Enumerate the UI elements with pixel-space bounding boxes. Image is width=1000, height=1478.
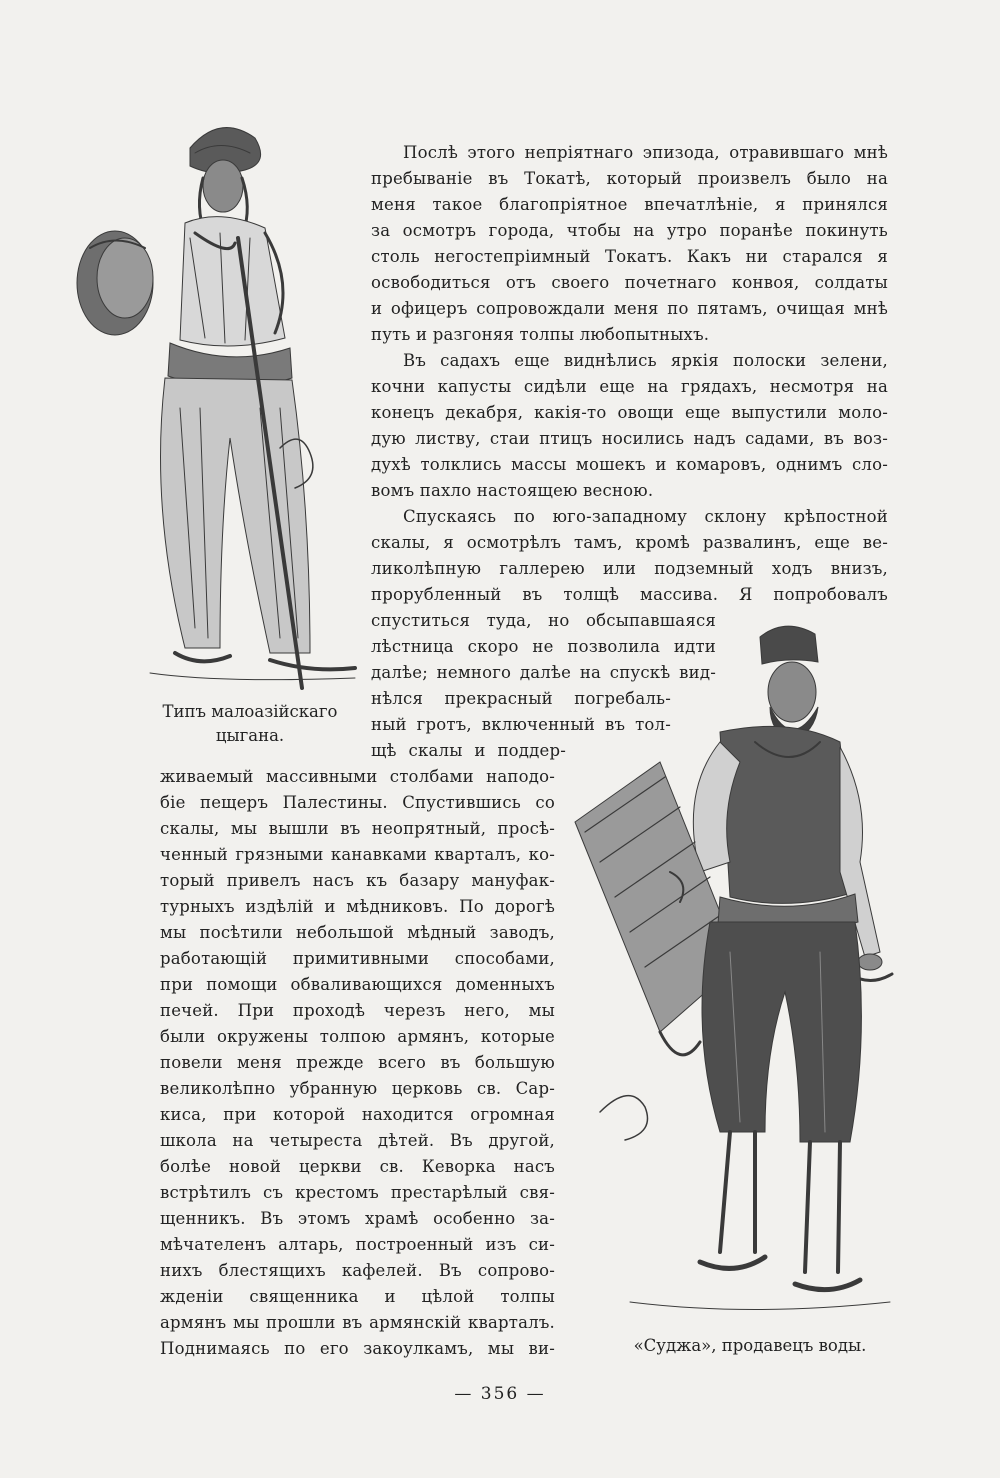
figure-caption [140,700,360,748]
text-line: были окружены толпою армянъ, которые [160,1027,555,1046]
text-line: и офицеръ сопровождали меня по пятамъ, очищая мнѣ [371,299,888,318]
text-line: скалы, я осмотрѣлъ тамъ, кромѣ развалинъ, еще ве- [371,533,888,552]
text-line: Въ садахъ еще виднѣлись яркія полоски зелени, [403,351,888,370]
text-line: школа на четыреста дѣтей. Въ другой, [160,1131,555,1150]
text-line: пребываніе въ Токатѣ, который произвелъ было на [371,169,888,188]
text-line: ликолѣпную галлерею или подземный ходъ внизъ, [371,559,888,578]
text-line: духѣ толклись массы мошекъ и комаровъ, однимъ сло- [371,455,888,474]
text-line: далѣе; немного далѣе на спускѣ вид- [371,663,716,682]
caption-line: Типъ малоазійскаго [162,702,338,721]
text-line: работающій примитивными способами, [160,949,555,968]
text-line: освободиться отъ своего почетнаго конвоя, солдаты [371,273,888,292]
text-line: мы посѣтили небольшой мѣдный заводъ, [160,923,555,942]
text-line: встрѣтилъ съ крестомъ престарѣлый свя- [160,1183,555,1202]
text-line: вомъ пахло настоящею весною. [371,481,654,500]
text-line: за осмотръ города, чтобы на утро поранѣе покинуть [371,221,888,240]
text-line: путь и разгоняя толпы любопытныхъ. [371,325,710,344]
gypsy-drawing-icon [70,108,360,694]
text-line: живаемый массивными столбами наподо- [160,767,555,786]
text-line: щѣ скалы и поддер- [371,741,566,760]
text-line: повели меня прежде всего въ большую [160,1053,555,1072]
page-number: — 356 — [454,1384,546,1404]
text-line: великолѣпно убранную церковь св. Сар- [160,1079,555,1098]
text-line: меня такое благопріятное впечатлѣніе, я принялся [371,195,888,214]
text-line: ный гротъ, включенный въ тол- [371,715,671,734]
text-line: нихъ блестящихъ кафелей. Въ сопрово- [160,1261,555,1280]
text-line: нѣлся прекрасный погребаль- [371,689,671,708]
text-line: болѣе новой церкви св. Кеворка насъ [160,1157,555,1176]
text-line: лѣстница скоро не позволила идти [371,637,716,656]
text-line: печей. При проходѣ черезъ него, мы [160,1001,555,1020]
caption-line: цыгана. [215,726,285,745]
text-line: армянъ мы прошли въ армянскій кварталъ. [160,1313,555,1332]
text-line: при помощи обваливающихся доменныхъ [160,975,555,994]
text-line: Послѣ этого непріятнаго эпизода, отравившаго мнѣ [403,143,888,162]
text-line: турныхъ издѣлій и мѣдниковъ. По дорогѣ [160,897,555,916]
text-line: жденіи священника и цѣлой толпы [160,1287,555,1306]
figure-caption [600,1334,900,1358]
text-line: скалы, мы вышли въ неопрятный, просѣ- [160,819,555,838]
text-line: киса, при которой находится огромная [160,1105,555,1124]
text-line: Спускаясь по юго-западному склону крѣпостной [403,507,888,526]
text-line: Поднимаясь по его закоулкамъ, мы ви- [160,1339,555,1358]
gypsy-illustration [70,108,360,694]
text-line: ченный грязными канавками кварталъ, ко- [160,845,555,864]
text-line: столь негостепріимный Токатъ. Какъ ни старался я [371,247,888,266]
text-line: конецъ декабря, какія-то овощи еще выпустили моло- [371,403,888,422]
caption-line: «Суджа», продавецъ воды. [633,1336,867,1355]
text-line: прорубленный въ толщѣ массива. Я попробовалъ [371,585,888,604]
text-line: кочни капусты сидѣли еще на грядахъ, несмотря на [371,377,888,396]
text-line: біе пещеръ Палестины. Спустившись со [160,793,555,812]
text-line: спуститься туда, но обсыпавшаяся [371,611,716,630]
text-line: торый привелъ насъ къ базару мануфак- [160,871,555,890]
text-line: мѣчателенъ алтарь, построенный изъ си- [160,1235,555,1254]
text-line: дую листву, стаи птицъ носились надъ садами, въ воз- [371,429,888,448]
text-line: щенникъ. Въ этомъ храмѣ особенно за- [160,1209,555,1228]
